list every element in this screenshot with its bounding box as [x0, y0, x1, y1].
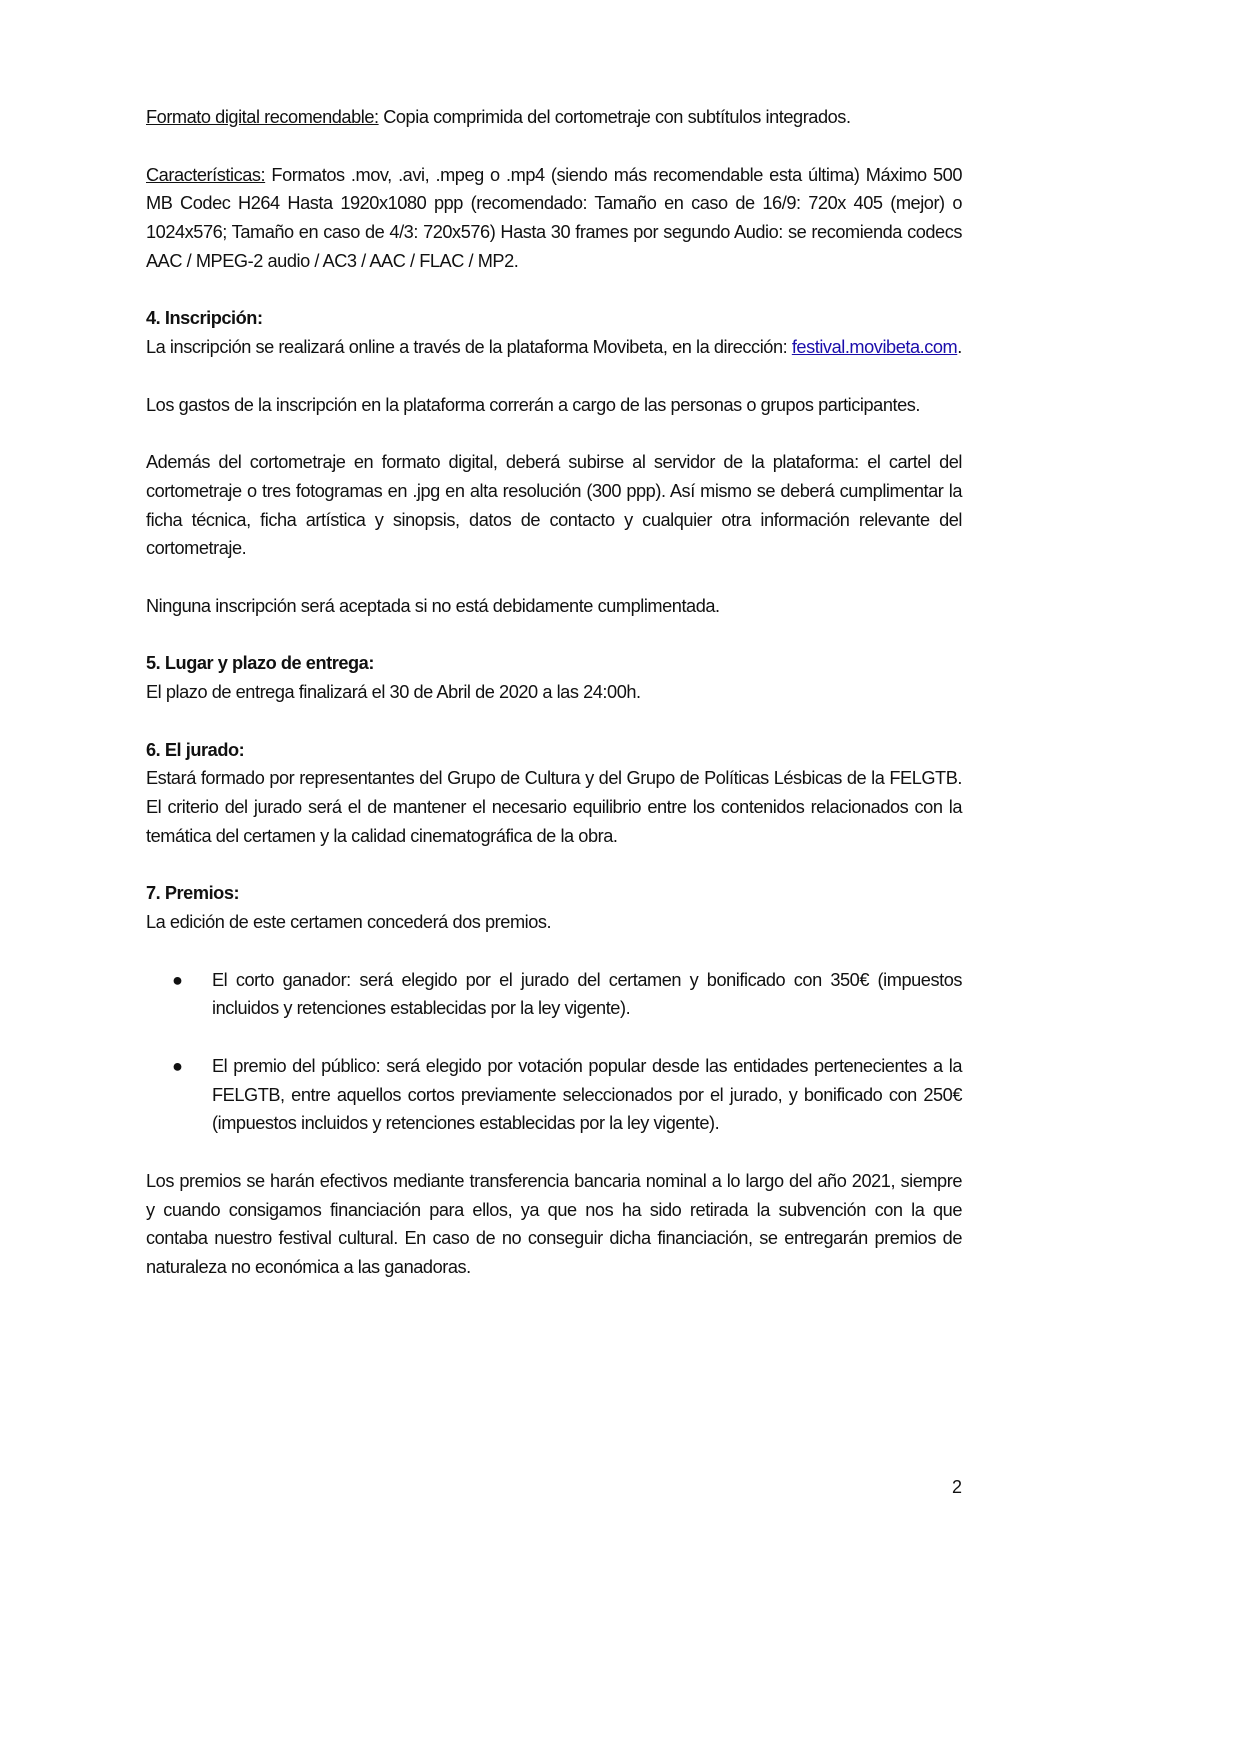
premio-ganador-text: El corto ganador: será elegido por el jurado del certamen y bonificado con 350€ (impuestos incluidos y retenciones establecidas por la ley vigente).	[212, 969, 962, 1019]
inscripcion-intro: La inscripción se realizará online a través de la plataforma Movibeta, en la dirección:	[146, 337, 792, 357]
link-suffix: .	[957, 337, 962, 357]
premios-list	[146, 966, 962, 1139]
formato-text: Copia comprimida del cortometraje con subtítulos integrados.	[378, 107, 851, 127]
page-number: 2	[951, 1477, 962, 1497]
bullet-icon: ●	[172, 969, 183, 990]
materiales-paragraph: Además del cortometraje en formato digital, deberá subirse al servidor de la plataforma: el cartel del cortometraje o tres fotogramas en .jpg en alta resolución (300 ppp). Así mismo se deberá cumplimentar la ficha técnica, ficha artística y sinopsis, datos de contacto y cualquier otra información relevante del cortometraje.	[146, 452, 962, 559]
aceptacion-paragraph: Ninguna inscripción será aceptada si no está debidamente cumplimentada.	[146, 595, 720, 616]
premio-publico-text: El premio del público: será elegido por votación popular desde las entidades pertenecientes a la FELGTB, entre aquellos cortos previamente seleccionados por el jurado, y bonificado con 250€ (impuestos incluidos y retenciones establecidas por la ley vigente).	[212, 1055, 962, 1134]
premios-closing-paragraph: Los premios se harán efectivos mediante transferencia bancaria nominal a lo largo del año 2021, siempre y cuando consigamos financiación para ellos, ya que nos ha sido retirada la subvención con la que contaba nuestro festival cultural. En caso de no conseguir dicha financiación, se entregarán premios de naturaleza no económica a las ganadoras.	[146, 1170, 962, 1277]
section-7-heading: 7. Premios:	[146, 883, 240, 904]
section-5-heading: 5. Lugar y plazo de entrega:	[146, 653, 374, 674]
formato-label: Formato digital recomendable:	[146, 107, 379, 127]
caracteristicas-label: Características:	[146, 164, 266, 185]
jurado-paragraph: Estará formado por representantes del Grupo de Cultura y del Grupo de Políticas Lésbicas de la FELGTB. El criterio del jurado será el de mantener el necesario equilibrio entre los contenidos relacionados con la temática del certamen y la calidad cinematográfica de la obra.	[146, 768, 962, 846]
caracteristicas-text: Formatos .mov, .avi, .mpeg o .mp4 (siendo más recomendable esta última) Máximo 500 MB Codec H264 Hasta 1920x1080 ppp (recomendado: Tamaño en caso de 16/9: 720x 405 (mejor) o 1024x576; Tamaño en caso de 4/3: 720x576) Hasta 30 frames por segundo Audio: se recomienda codecs AAC / MPEG-2 audio / AC3 / AAC / FLAC / MP2.	[146, 164, 962, 271]
premios-intro: La edición de este certamen concederá dos premios.	[146, 912, 552, 932]
movibeta-link[interactable]: festival.movibeta.com	[791, 337, 958, 357]
gastos-paragraph: Los gastos de la inscripción en la plataforma correrán a cargo de las personas o grupos participantes.	[146, 394, 921, 415]
section-6-heading: 6. El jurado:	[146, 739, 245, 760]
inscripcion-paragraph	[146, 333, 962, 362]
list-item	[146, 1052, 962, 1138]
plazo-paragraph: El plazo de entrega finalizará el 30 de Abril de 2020 a las 24:00h.	[146, 682, 641, 702]
section-4-heading: 4. Inscripción:	[146, 308, 263, 329]
list-item	[146, 966, 962, 1024]
caracteristicas-paragraph	[146, 161, 962, 276]
bullet-icon: ●	[172, 1055, 183, 1076]
formato-paragraph	[146, 103, 962, 132]
document-body	[146, 103, 962, 1282]
